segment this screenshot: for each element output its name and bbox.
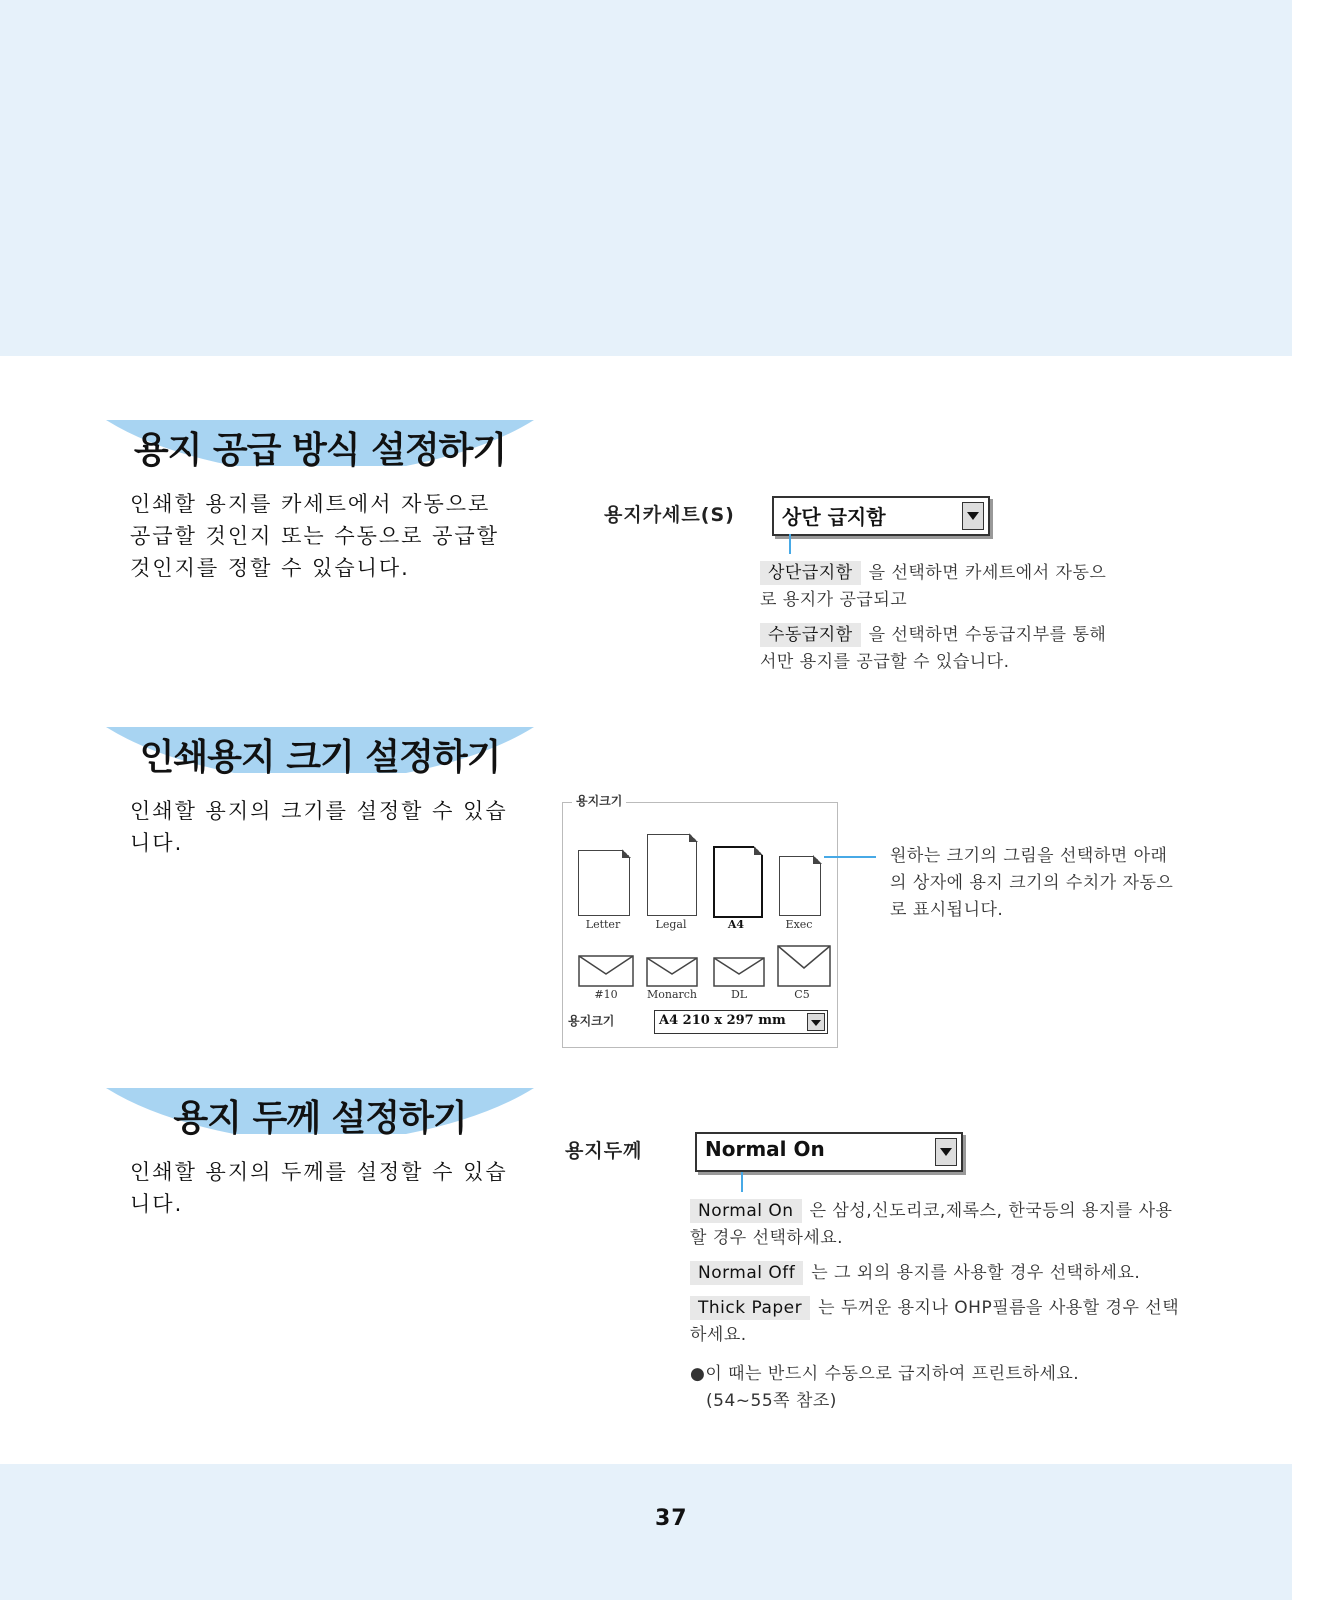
- option-tag: Normal On: [690, 1199, 802, 1223]
- cassette-note-1: [760, 560, 1120, 614]
- section-title: 인쇄용지 크기 설정하기: [139, 737, 501, 778]
- note-text: 을 선택하면 카세트에서 자동으로 용지가 공급되고: [760, 563, 1107, 610]
- paper-a4-icon[interactable]: [713, 846, 763, 918]
- option-tag: 상단급지함: [760, 561, 861, 585]
- cassette-select[interactable]: [772, 496, 990, 536]
- thickness-label: 용지두께: [565, 1140, 643, 1162]
- option-tag: Normal Off: [690, 1261, 803, 1285]
- cassette-note-2: [760, 622, 1120, 676]
- paper-letter-icon[interactable]: [578, 850, 630, 916]
- section-header-paper-thickness: [106, 1088, 534, 1139]
- envelope-label-monarch: Monarch: [646, 988, 698, 1001]
- option-tag: 수동급지함: [760, 623, 861, 647]
- chevron-down-icon[interactable]: [962, 502, 984, 530]
- paper-label-exec: Exec: [785, 918, 813, 931]
- envelope-label-dl: DL: [730, 988, 748, 1001]
- envelope-label-c5: C5: [794, 988, 810, 1001]
- top-band: [0, 0, 1292, 356]
- envelope-label-10: #10: [594, 988, 618, 1001]
- section-description: 인쇄할 용지를 카세트에서 자동으로 공급할 것인지 또는 수동으로 공급할 것인지를 정할 수 있습니다.: [130, 492, 499, 580]
- thickness-warning-ref: (54~55쪽 참조): [706, 1391, 837, 1411]
- callout-line: [824, 856, 876, 858]
- paper-size-note: 원하는 크기의 그림을 선택하면 아래의 상자에 용지 크기의 수치가 자동으로 표시됩니다.: [890, 846, 1174, 920]
- section-title: 용지 두께 설정하기: [173, 1098, 467, 1139]
- paper-size-select-value: A4 210 x 297 mm: [659, 1013, 786, 1028]
- chevron-down-icon[interactable]: [935, 1138, 957, 1166]
- callout-line: [789, 534, 791, 554]
- paper-label-a4: A4: [727, 918, 745, 931]
- note-text: 는 두꺼운 용지나 OHP필름을 사용할 경우 선택하세요.: [690, 1298, 1180, 1345]
- thickness-warning: ●이 때는 반드시 수동으로 급지하여 프린트하세요.: [690, 1364, 1080, 1384]
- thickness-select[interactable]: [695, 1132, 963, 1172]
- note-text: 은 삼성,신도리코,제록스, 한국등의 용지를 사용할 경우 선택하세요.: [690, 1201, 1173, 1248]
- paper-size-legend: 용지크기: [572, 792, 626, 809]
- section-header-paper-size: [106, 727, 534, 778]
- envelope-icons: [576, 944, 836, 990]
- thickness-note-2: [690, 1260, 1180, 1287]
- paper-exec-icon[interactable]: [779, 856, 821, 916]
- paper-legal-icon[interactable]: [647, 834, 697, 916]
- cassette-select-value: 상단 급지함: [782, 505, 886, 529]
- callout-line: [741, 1172, 743, 1192]
- thickness-notes: [690, 1198, 1180, 1415]
- section-title: 용지 공급 방식 설정하기: [133, 430, 507, 471]
- bottom-band: [0, 1464, 1292, 1600]
- section-description: 인쇄할 용지의 두께를 설정할 수 있습니다.: [130, 1160, 508, 1216]
- chevron-down-icon[interactable]: [807, 1013, 825, 1031]
- option-tag: Thick Paper: [690, 1296, 810, 1320]
- thickness-note-3: [690, 1295, 1180, 1349]
- thickness-select-value: Normal On: [705, 1137, 825, 1161]
- paper-label-legal: Legal: [655, 918, 687, 931]
- thickness-note-1: [690, 1198, 1180, 1252]
- section-header-paper-source: [106, 420, 534, 471]
- cassette-label: 용지카세트(S): [604, 504, 735, 526]
- section-description: 인쇄할 용지의 크기를 설정할 수 있습니다.: [130, 799, 508, 855]
- note-text: 는 그 외의 용지를 사용할 경우 선택하세요.: [811, 1263, 1141, 1283]
- page-number: 37: [655, 1506, 688, 1531]
- paper-label-letter: Letter: [585, 918, 621, 931]
- paper-size-select[interactable]: [654, 1010, 828, 1034]
- paper-size-combo-label: 용지크기: [568, 1014, 615, 1028]
- cassette-notes: [760, 560, 1120, 684]
- note-text: 을 선택하면 수동급지부를 통해서만 용지를 공급할 수 있습니다.: [760, 625, 1107, 672]
